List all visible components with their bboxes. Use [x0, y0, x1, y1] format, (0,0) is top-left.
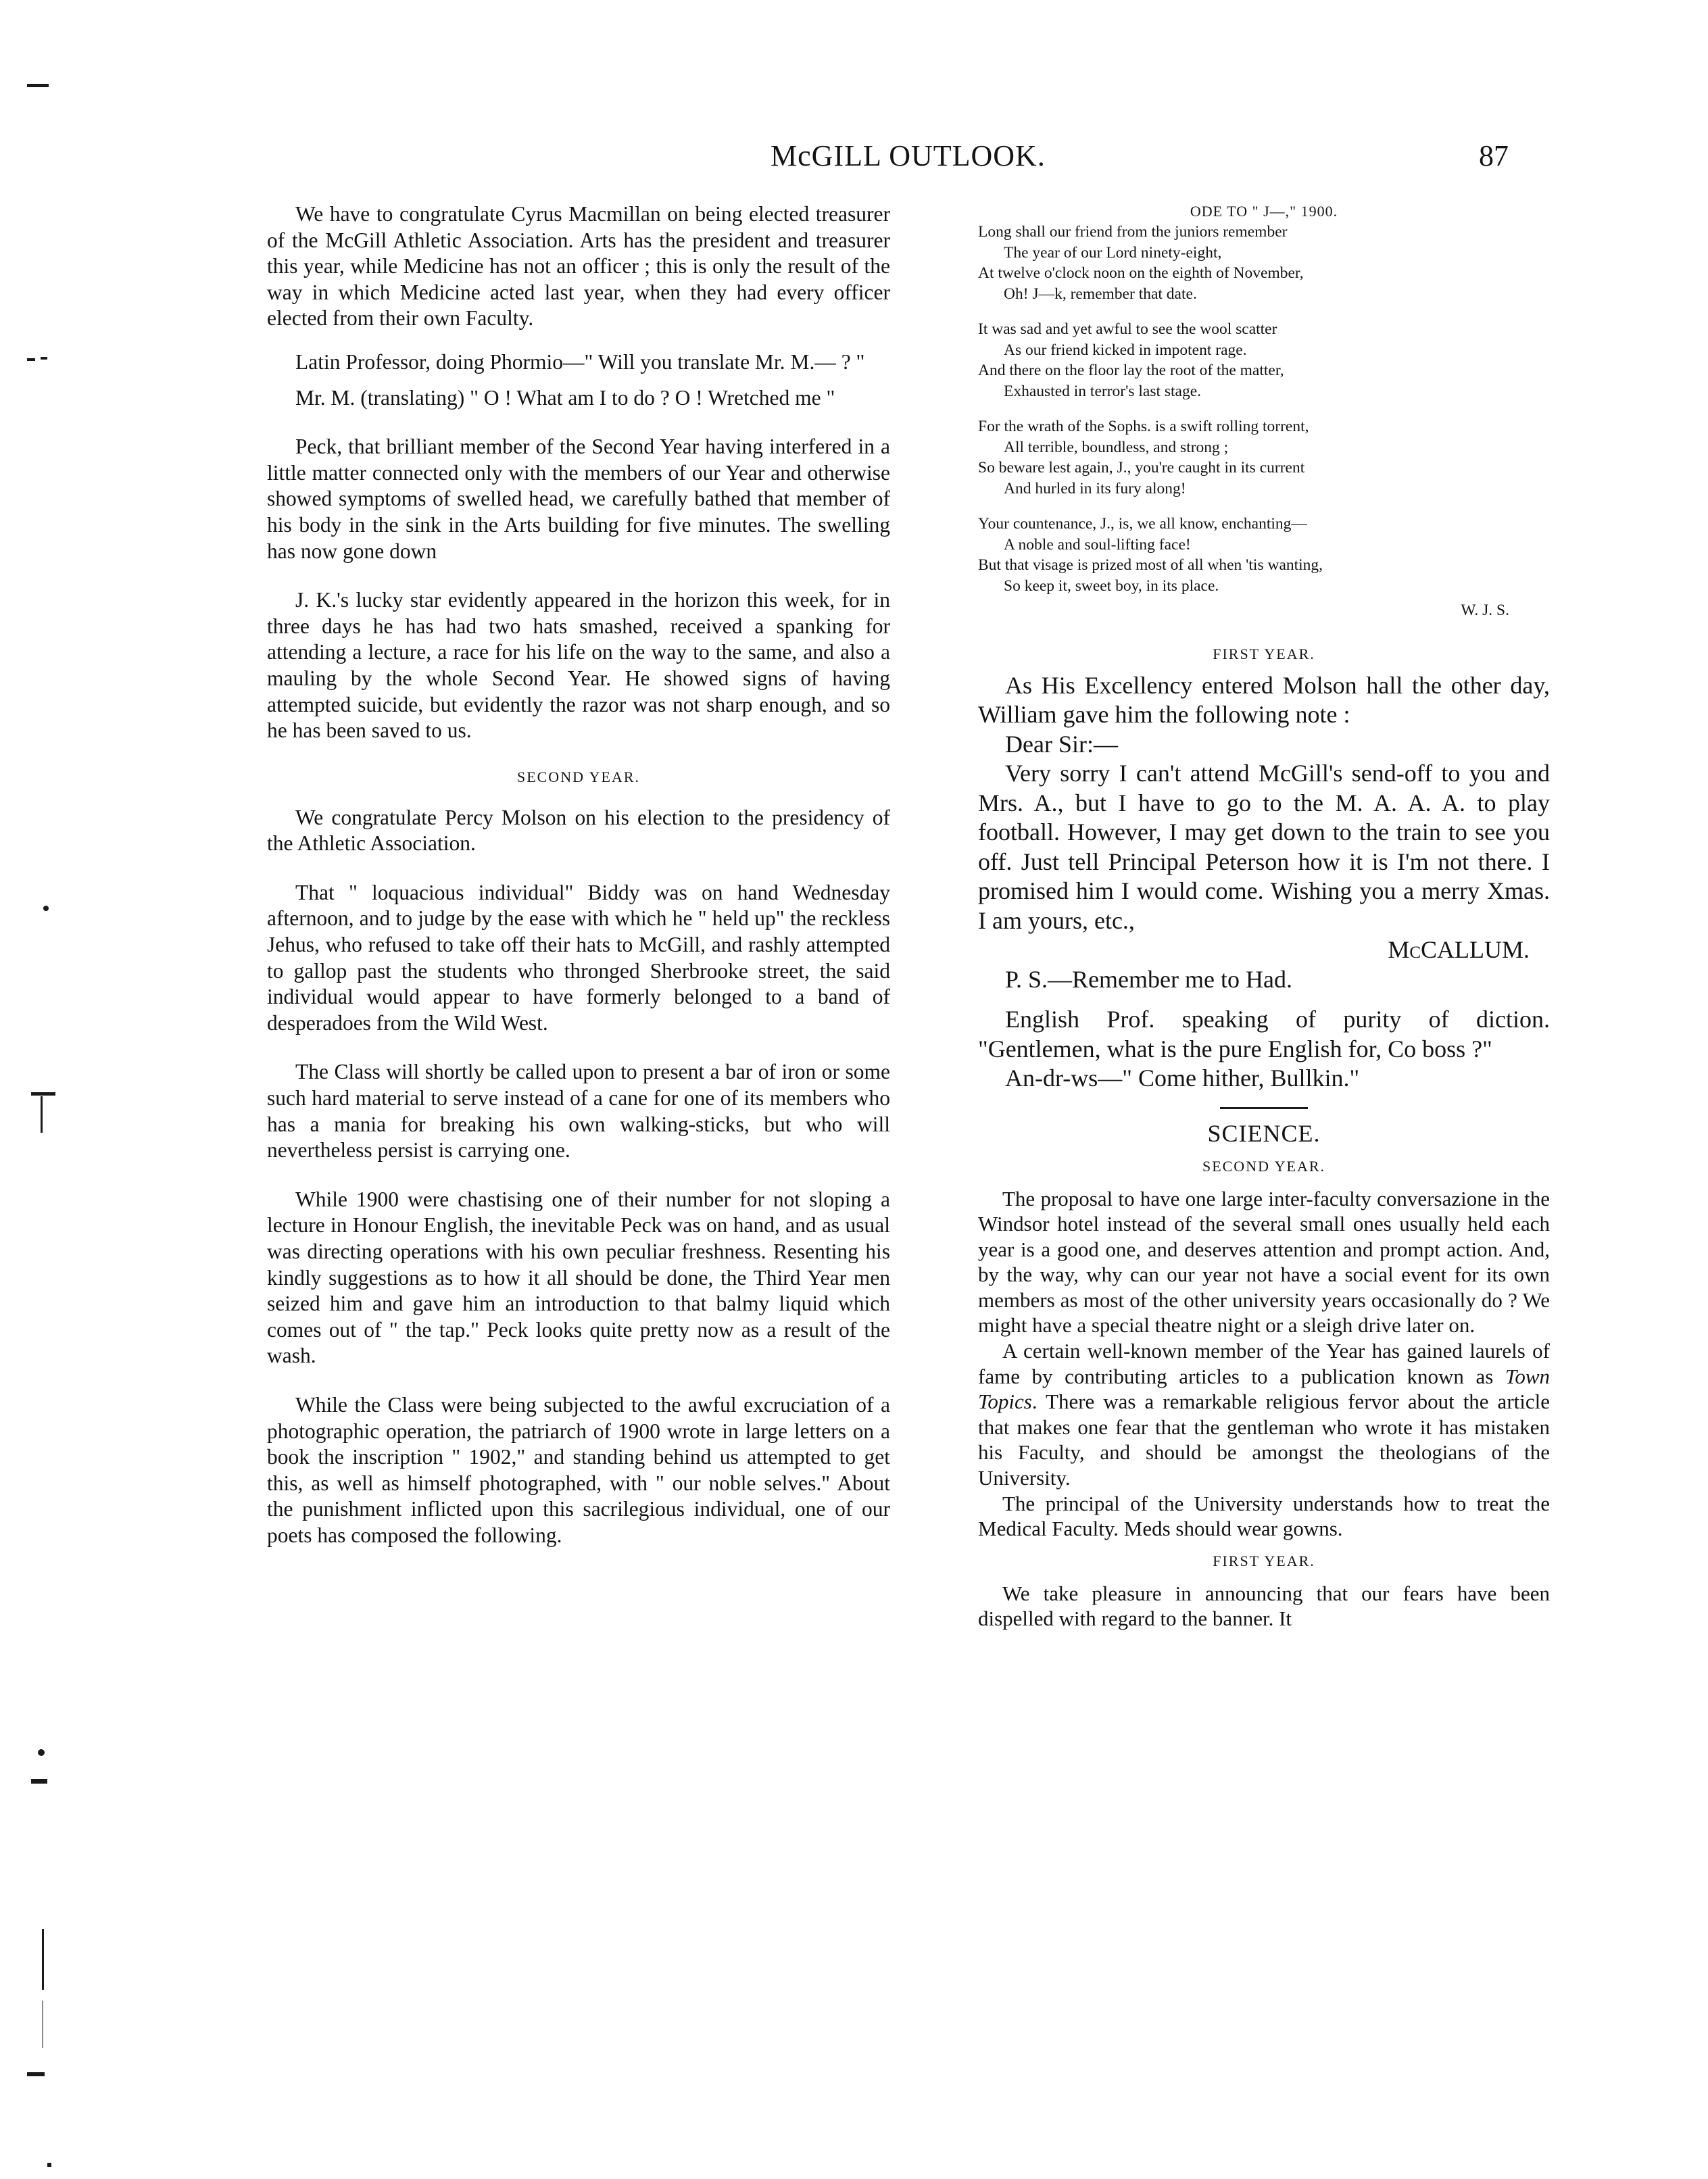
section-heading: SECOND YEAR.: [1202, 1157, 1326, 1175]
paragraph: The principal of the University understands how to treat the Medical Faculty. Meds should wear gowns.: [978, 1491, 1550, 1541]
paragraph: Latin Professor, doing Phormio—" Will you translate Mr. M.— ? ": [295, 349, 865, 374]
text-run: A certain well-known member of the Year has gained laurels of fame by contributing articles to a publication known as: [978, 1339, 1550, 1388]
paragraph: That " loquacious individual" Biddy was on hand Wednesday afternoon, and to judge by the ease with which he " held up" the reckless Jehus, who refused to take off their hats to McGill, and rashly attempted to gallop past the students who thronged Sherbrooke street, the said individual would appear to have formerly belonged to a band of desperadoes from the Wild West.: [267, 880, 890, 1035]
section-heading: FIRST YEAR.: [1213, 1552, 1315, 1569]
scan-mark: [42, 2001, 43, 2048]
scan-mark: [43, 906, 49, 911]
scan-mark: [41, 1096, 43, 1133]
poem-signature: W. J. S.: [1461, 602, 1509, 619]
poem-line: Exhausted in terror's last stage.: [1004, 382, 1202, 400]
poem-line: Your countenance, J., is, we all know, enchanting—: [978, 515, 1307, 533]
poem-line: Oh! J—k, remember that date.: [1004, 285, 1197, 303]
poem-line: A noble and soul-lifting face!: [1004, 535, 1191, 554]
paragraph: We have to congratulate Cyrus Macmillan on being elected treasurer of the McGill Athletic Association. Arts has the president and treasurer this year, while Medicine has not an officer ; this is only the result of the way in which Medicine acted last year, when they had every officer elected from their own Faculty.: [267, 202, 890, 330]
scan-mark: [47, 2163, 51, 2167]
poem-line: So keep it, sweet boy, in its place.: [1004, 577, 1219, 595]
paragraph: While 1900 were chastising one of their number for not sloping a lecture in Honour English, the inevitable Peck was on hand, and as usual was directing operations with his own peculiar freshness. Resenting his kindly suggestions as to how it all should be done, the Third Year men seized him and gave him an introduction to that balmy liquid which comes out of " the tap." Peck looks quite pretty now as a result of the wash.: [267, 1187, 890, 1368]
postscript: P. S.—Remember me to Had.: [1005, 965, 1292, 993]
science-block: [978, 1186, 1550, 1632]
paragraph: English Prof. speaking of purity of diction. "Gentlemen, what is the pure English for, Co boss ?": [978, 1006, 1550, 1062]
scan-mark: [27, 358, 35, 361]
paragraph: As His Excellency entered Molson hall the other day, William gave him the following note :: [978, 671, 1550, 728]
text-run: . There was a remarkable religious fervor about the article that makes one fear that the gentleman who wrote it has mistaken his Faculty, and should be amongst the theologians of the University.: [978, 1390, 1550, 1490]
section-heading-science: SCIENCE.: [1207, 1119, 1321, 1147]
salutation: Dear Sir:—: [1005, 730, 1118, 758]
paragraph: The Class will shortly be called upon to present a bar of iron or some such hard material to serve instead of a cane for one of its members who has a mania for breaking his own walking-sticks, but who will nevertheless persist is carrying one.: [267, 1060, 890, 1162]
letter-block: [978, 671, 1550, 1094]
paragraph: We take pleasure in announcing that our fears have been dispelled with regard to the banner. It: [978, 1581, 1550, 1631]
left-column: [267, 201, 890, 1549]
scan-mark: [27, 2072, 45, 2076]
poem-line: So beware lest again, J., you're caught in its current: [978, 459, 1305, 476]
scan-mark: [31, 1779, 47, 1784]
scan-mark: [41, 357, 47, 360]
poem-line: The year of our Lord ninety-eight,: [1004, 243, 1222, 262]
scan-mark: [31, 1092, 55, 1096]
poem-line: For the wrath of the Sophs. is a swift rolling torrent,: [978, 418, 1309, 435]
poem-line: And there on the floor lay the root of the matter,: [978, 362, 1284, 379]
publication-title: Town Topics: [978, 1364, 1550, 1414]
scan-mark: [27, 84, 49, 87]
poem-line: It was sad and yet awful to see the wool scatter: [978, 320, 1277, 338]
paragraph: While the Class were being subjected to the awful excruciation of a photographic operation, the patriarch of 1900 wrote in large letters on a book the inscription " 1902," and standing behind us attempted to get this, as well as himself photographed, with " our noble selves." About the punishment inflicted upon this sacrilegious individual, one of our poets has composed the following.: [267, 1392, 890, 1547]
scan-mark: [38, 1749, 45, 1756]
paragraph: Mr. M. (translating) " O ! What am I to do ? O ! Wretched me ": [295, 385, 835, 410]
poem-line: And hurled in its fury along!: [1004, 479, 1186, 497]
paragraph: An-dr-ws—" Come hither, Bullkin.": [1005, 1064, 1360, 1092]
section-heading: FIRST YEAR.: [1213, 645, 1315, 662]
paragraph: Peck, that brilliant member of the Second Year having interfered in a little matter connected only with the members of our Year and otherwise showed symptoms of swelled head, we carefully bathed that member of his body in the sink in the Arts building for five minutes. The swelling has now gone down: [267, 435, 890, 563]
section-heading: SECOND YEAR.: [516, 768, 641, 785]
poem-line: All terrible, boundless, and strong ;: [1004, 438, 1229, 456]
scan-mark: [42, 1929, 44, 1990]
running-head: McGILL OUTLOOK.: [771, 139, 1046, 172]
paragraph: We congratulate Percy Molson on his election to the presidency of the Athletic Association.: [267, 805, 890, 856]
letter-signature: McCALLUM.: [1388, 936, 1530, 963]
paragraph: Very sorry I can't attend McGill's send-off to you and Mrs. A., but I have to go to the M. A. A. A. to play football. However, I may get down to the train to see you off. Just tell Principal Peterson how it is I'm not there. I promised him I would come. Wishing you a merry Xmas. I am yours, etc.,: [978, 760, 1550, 934]
poem-title: ODE TO " J—," 1900.: [1190, 203, 1338, 220]
poem-line: Long shall our friend from the juniors remember: [978, 223, 1288, 241]
section-divider: [1220, 1107, 1308, 1109]
page-number: 87: [1479, 139, 1509, 172]
poem: [978, 222, 1550, 621]
poem-line: But that visage is prized most of all when 'tis wanting,: [978, 556, 1323, 574]
paragraph: [978, 1338, 1550, 1491]
right-column: [978, 201, 1550, 1632]
poem-line: At twelve o'clock noon on the eighth of November,: [978, 264, 1304, 282]
poem-line: As our friend kicked in impotent rage.: [1004, 341, 1247, 359]
paragraph: J. K.'s lucky star evidently appeared in the horizon this week, for in three days he has had two hats smashed, received a spanking for attending a lecture, a race for his life on the way to the same, and also a mauling by the whole Second Year. He showed signs of having attempted suicide, but evidently the razor was not sharp enough, and so he has been saved to us.: [267, 588, 890, 743]
paragraph: The proposal to have one large inter-faculty conversazione in the Windsor hotel instead of the several small ones usually held each year is a good one, and deserves attention and prompt action. And, by the way, why can our year not have a social event for its own members as most of the other university years occasionally do ? We might have a special theatre night or a sleigh drive later on.: [978, 1186, 1550, 1338]
